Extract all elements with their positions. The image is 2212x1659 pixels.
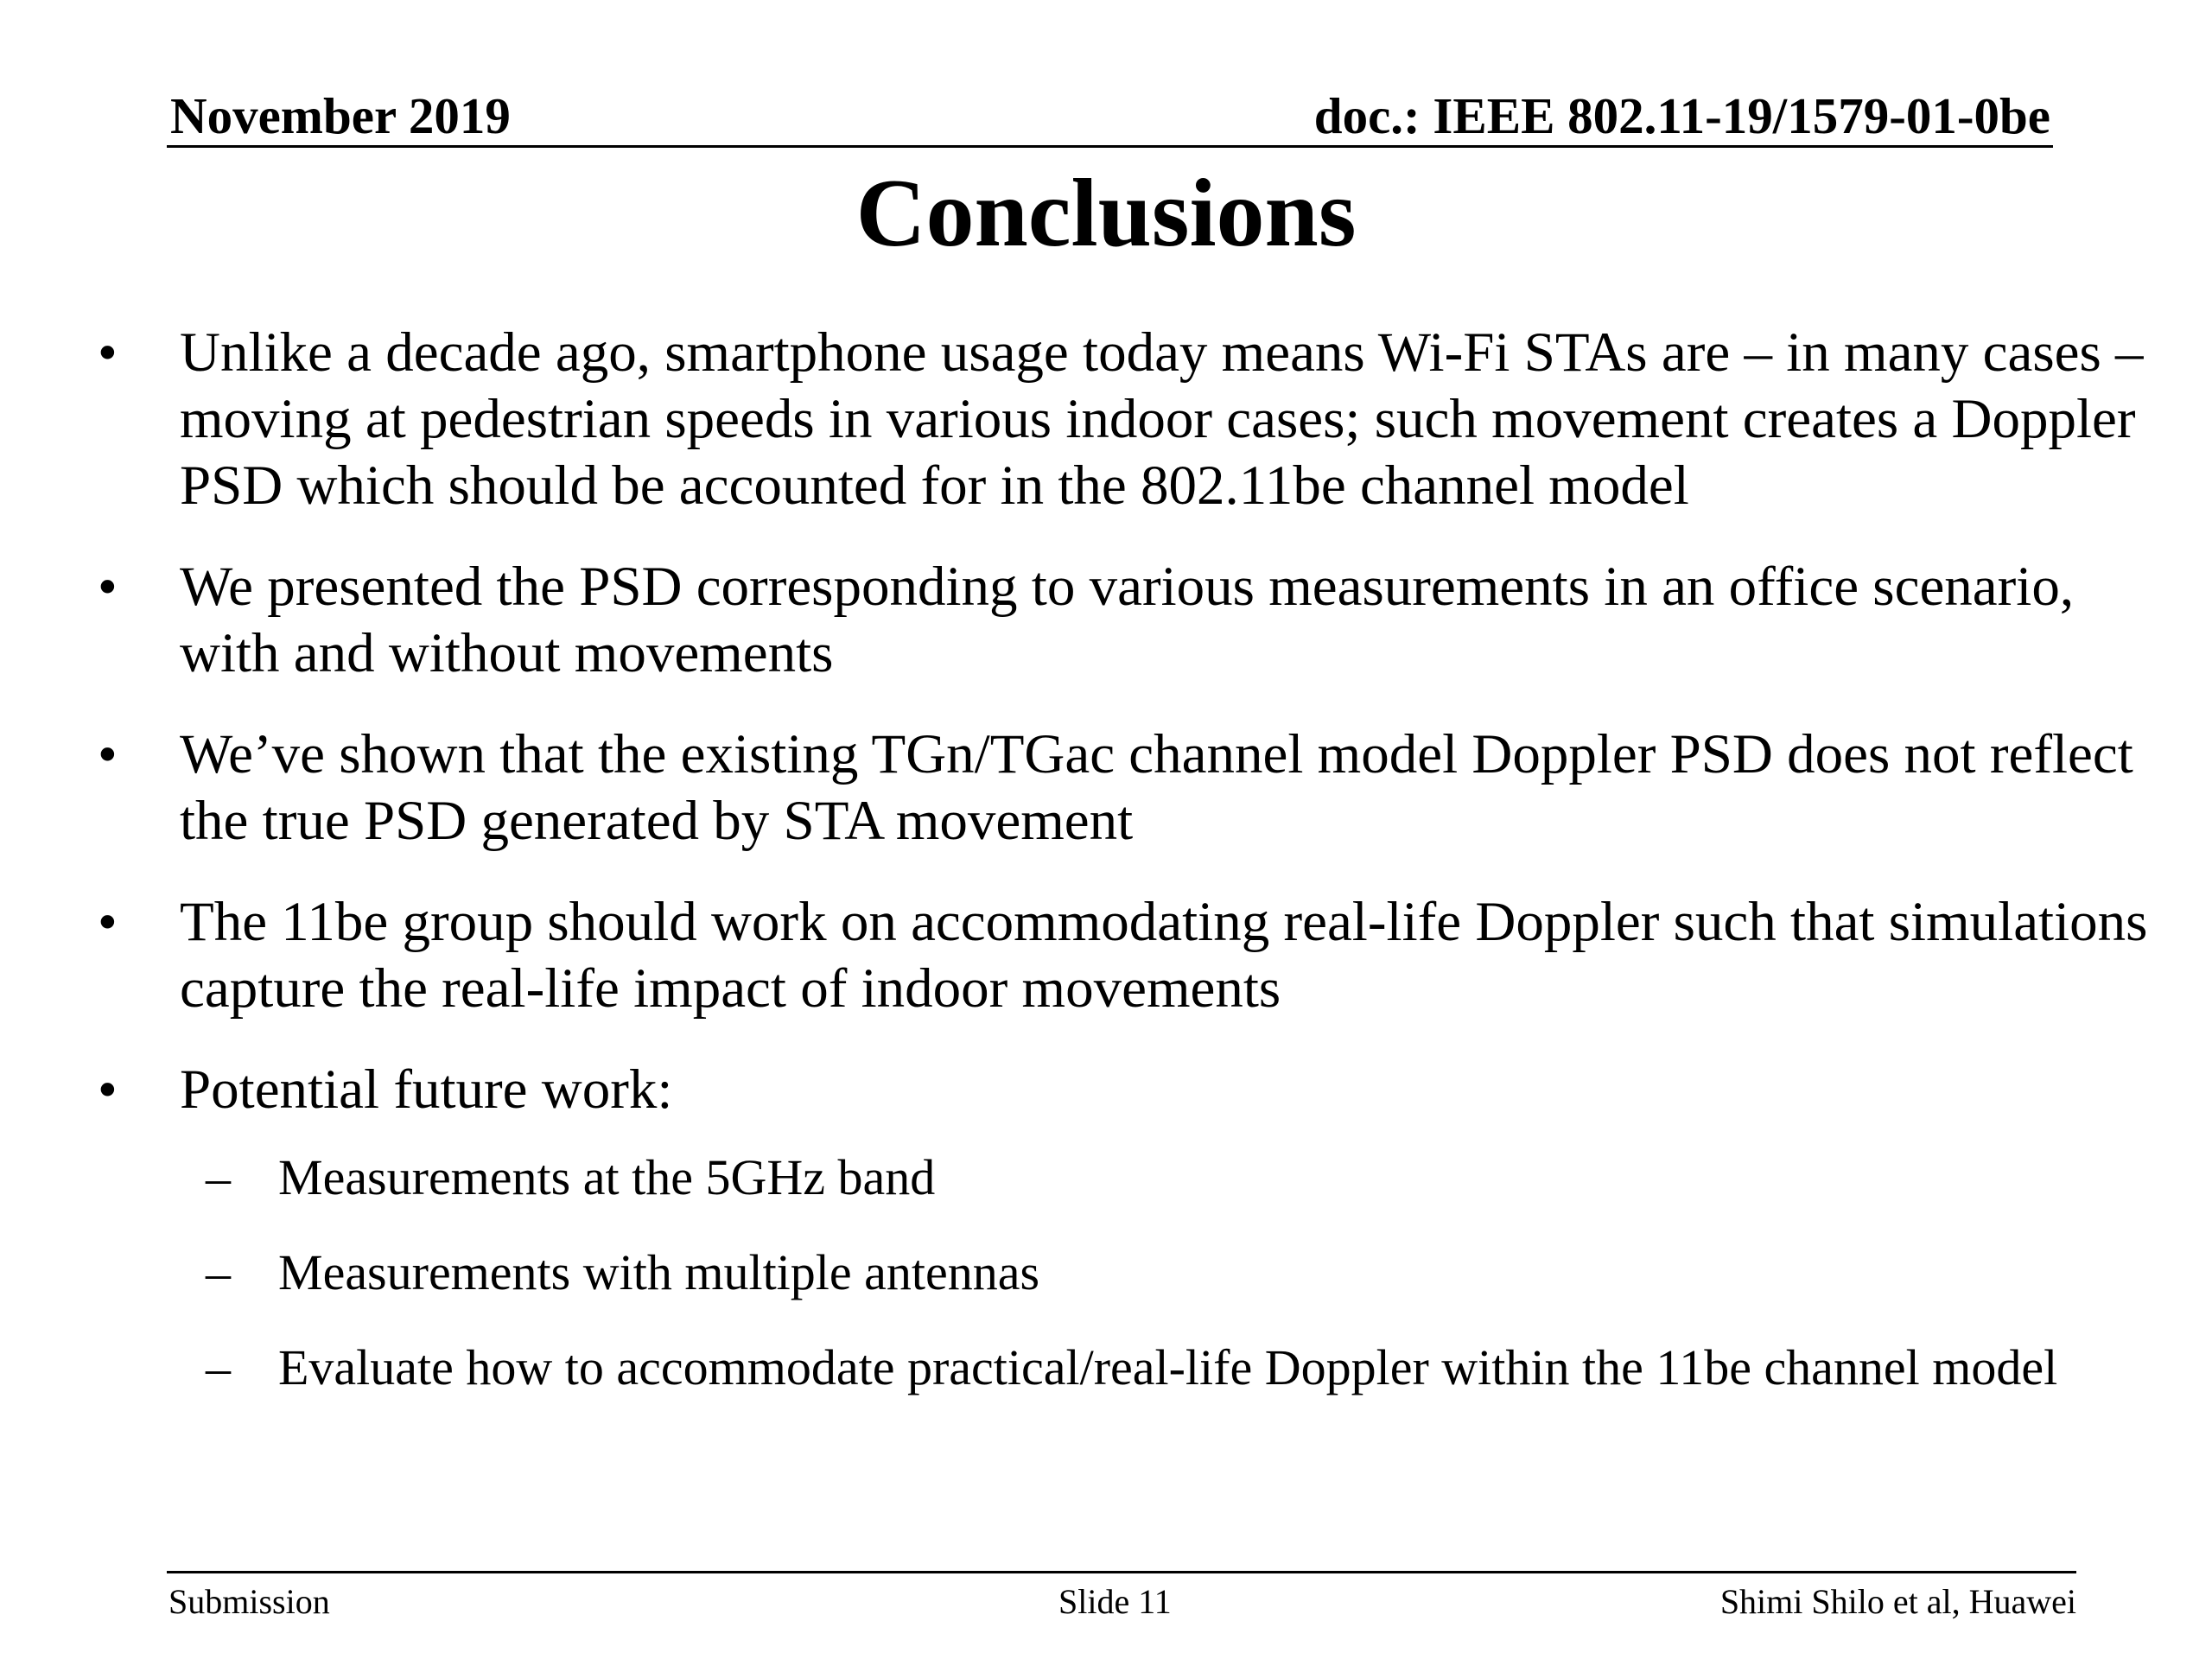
- bullet-marker: •: [98, 723, 118, 785]
- bullet-marker: •: [98, 321, 118, 384]
- bullet-item: [0, 889, 2212, 1022]
- footer-submission: Submission: [168, 1582, 330, 1621]
- bullet-text: We’ve shown that the existing TGn/TGac channel model Doppler PSD does not reflect the true PSD generated by STA movement: [180, 723, 2133, 852]
- header-doc-id: doc.: IEEE 802.11-19/1579-01-0be: [1313, 87, 2050, 144]
- sub-bullet-marker: –: [206, 1339, 231, 1395]
- bullet-marker: •: [98, 556, 118, 618]
- sub-bullet-marker: –: [206, 1149, 231, 1205]
- bullet-item: [0, 721, 2212, 855]
- sub-bullet-item: [0, 1243, 2177, 1303]
- bullet-item: [0, 320, 2212, 519]
- bullet-text: Unlike a decade ago, smartphone usage today means Wi-Fi STAs are – in many cases – moving at pedestrian speeds in various indoor cases; such movement creates a Doppler PSD which should be accounted for in the 802.11be channel model: [180, 321, 2144, 517]
- sub-bullet-item: [0, 1147, 2177, 1208]
- bullet-marker: •: [98, 891, 118, 953]
- bullet-item: [0, 554, 2212, 687]
- sub-bullet-item: [0, 1338, 2177, 1398]
- bullet-text: Potential future work:: [180, 1058, 673, 1121]
- bullet-text: We presented the PSD corresponding to various measurements in an office scenario, with and without movements: [180, 556, 2075, 684]
- footer-slide-number: Slide 11: [1058, 1582, 1172, 1621]
- sub-bullet-list: [180, 1147, 2177, 1398]
- slide-title: Conclusions: [855, 160, 1357, 267]
- bullet-text: The 11be group should work on accommodating real-life Doppler such that simulations capture the real-life impact of indoor movements: [180, 891, 2148, 1020]
- footer-authors: Shimi Shilo et al, Huawei: [1719, 1582, 2076, 1621]
- header-divider: [167, 145, 2053, 148]
- sub-bullet-marker: –: [206, 1244, 231, 1300]
- bullet-list: [0, 320, 2212, 1433]
- sub-bullet-text: Evaluate how to accommodate practical/real-life Doppler within the 11be channel model: [278, 1339, 2058, 1395]
- header-date: November 2019: [170, 87, 511, 144]
- footer-divider: [167, 1571, 2076, 1573]
- bullet-marker: •: [98, 1058, 118, 1121]
- sub-bullet-text: Measurements with multiple antennas: [278, 1244, 1040, 1300]
- sub-bullet-text: Measurements at the 5GHz band: [278, 1149, 936, 1205]
- bullet-item: [0, 1057, 2212, 1398]
